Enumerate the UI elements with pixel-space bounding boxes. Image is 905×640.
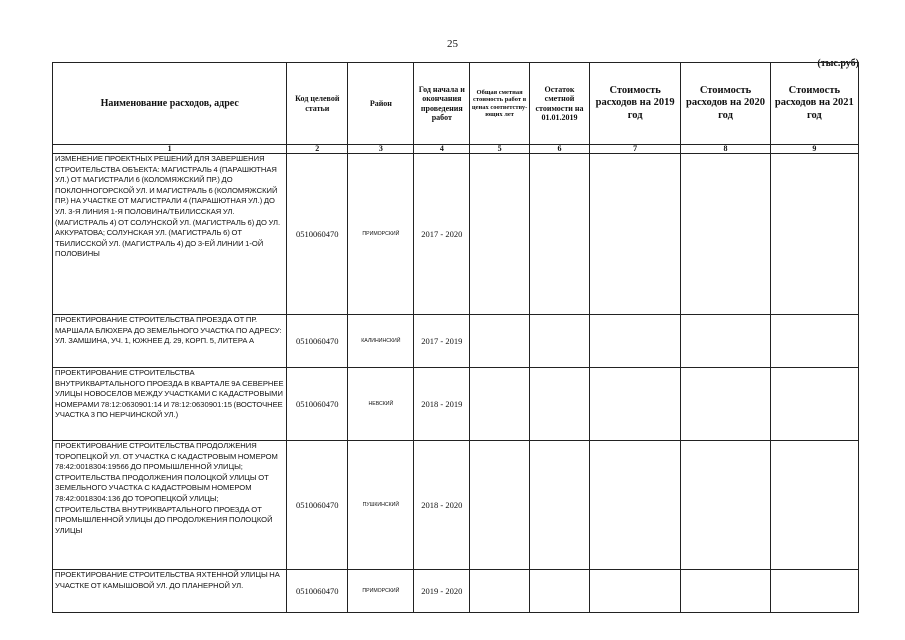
- total-cost-cell: [470, 441, 530, 570]
- header-remaining: Остаток сметной стоимости на 01.01.2019: [530, 63, 590, 145]
- remaining-cell: [530, 315, 590, 368]
- table-row: [53, 154, 859, 315]
- header-cost-2019: Стоимость расходов на 2019 год: [589, 63, 680, 145]
- cost-2021-cell: [770, 154, 858, 315]
- column-number: 9: [770, 145, 858, 154]
- header-name: Наименование расходов, адрес: [53, 63, 287, 145]
- header-code: Код целевой статьи: [287, 63, 348, 145]
- expense-name: ПРОЕКТИРОВАНИЕ СТРОИТЕЛЬСТВА ВНУТРИКВАРТАЛЬНОГО ПРОЕЗДА В КВАРТАЛЕ 9А СЕВЕРНЕЕ УЛИЦЫ НОВОСЕЛОВ МЕЖДУ УЧАСТКАМИ С КАДАСТРОВЫМИ НОМЕРАМИ 78:12:0630901:14 И 78:12:0630901:15 (ВОСТОЧНЕЕ УЧАСТКА 3 ПО НЕРЧИНСКОЙ УЛ.): [53, 368, 287, 441]
- column-number: 4: [414, 145, 470, 154]
- work-period: 2018 - 2020: [414, 441, 470, 570]
- work-period: 2018 - 2019: [414, 368, 470, 441]
- district: НЕВСКИЙ: [348, 368, 414, 441]
- column-number: 5: [470, 145, 530, 154]
- column-number: 7: [589, 145, 680, 154]
- target-code: 0510060470: [287, 570, 348, 613]
- district: ПУШКИНСКИЙ: [348, 441, 414, 570]
- header-total-cost: Общая сметная стоимость работ в ценах соответству-ющих лет: [470, 63, 530, 145]
- header-cost-2020: Стоимость расходов на 2020 год: [681, 63, 770, 145]
- total-cost-cell: [470, 315, 530, 368]
- total-cost-cell: [470, 368, 530, 441]
- expense-name: ИЗМЕНЕНИЕ ПРОЕКТНЫХ РЕШЕНИЙ ДЛЯ ЗАВЕРШЕНИЯ СТРОИТЕЛЬСТВА ОБЪЕКТА: МАГИСТРАЛЬ 4 (ПАРАШЮТНАЯ УЛ.) ОТ МАГИСТРАЛИ 6 (КОЛОМЯЖСКИЙ ПР.) ДО ПОКЛОННОГОРСКОЙ УЛ. И МАГИСТРАЛЬ 6 (КОЛОМЯЖСКИЙ ПР.) НА УЧАСТКЕ ОТ МАГИСТРАЛИ 4 (ПАРАШЮТНАЯ УЛ.) ДО УЛ. 3-Я ЛИНИЯ 1-Я ПОЛОВИНА/ТБИЛИССКАЯ УЛ. (МАГИСТРАЛЬ 4) ОТ СОЛУНСКОЙ УЛ. (МАГИСТРАЛЬ 6) ДО УЛ. АККУРАТОВА; СОЛУНСКАЯ УЛ. (МАГИСТРАЛЬ 6) ОТ ТБИЛИССКОЙ УЛ. (МАГИСТРАЛЬ 4) ДО 3-ЕЙ ЛИНИИ 1-ОЙ ПОЛОВИНЫ: [53, 154, 287, 315]
- cost-2021-cell: [770, 570, 858, 613]
- target-code: 0510060470: [287, 368, 348, 441]
- remaining-cell: [530, 368, 590, 441]
- target-code: 0510060470: [287, 441, 348, 570]
- remaining-cell: [530, 570, 590, 613]
- table-row: [53, 570, 859, 613]
- cost-2021-cell: [770, 368, 858, 441]
- cost-2019-cell: [589, 315, 680, 368]
- cost-2020-cell: [681, 154, 770, 315]
- target-code: 0510060470: [287, 154, 348, 315]
- target-code: 0510060470: [287, 315, 348, 368]
- expense-name: ПРОЕКТИРОВАНИЕ СТРОИТЕЛЬСТВА ПРОДОЛЖЕНИЯ ТОРОПЕЦКОЙ УЛ. ОТ УЧАСТКА С КАДАСТРОВЫМ НОМЕРОМ 78:42:0018304:19566 ДО ПРОМЫШЛЕННОЙ УЛИЦЫ; СТРОИТЕЛЬСТВА ПРОДОЛЖЕНИЯ ПОЛОЦКОЙ УЛИЦЫ ОТ ЗЕМЕЛЬНОГО УЧАСТКА С КАДАСТРОВЫМ НОМЕРОМ 78:42:0018304:136 ДО ТОРОПЕЦКОЙ УЛИЦЫ; СТРОИТЕЛЬСТВА ВНУТРИКВАРТАЛЬНОГО ПРОЕЗДА ОТ ПРОМЫШЛЕННОЙ УЛИЦЫ ДО ПРОДОЛЖЕНИЯ ПОЛОЦКОЙ УЛИЦЫ: [53, 441, 287, 570]
- column-number: 2: [287, 145, 348, 154]
- expenses-table: [52, 62, 859, 613]
- table-row: [53, 315, 859, 368]
- cost-2020-cell: [681, 368, 770, 441]
- work-period: 2019 - 2020: [414, 570, 470, 613]
- cost-2020-cell: [681, 315, 770, 368]
- district: КАЛИНИНСКИЙ: [348, 315, 414, 368]
- district: ПРИМОРСКИЙ: [348, 570, 414, 613]
- column-number: 3: [348, 145, 414, 154]
- table-row: [53, 441, 859, 570]
- cost-2019-cell: [589, 368, 680, 441]
- total-cost-cell: [470, 154, 530, 315]
- header-period: Год начала и окончания проведения работ: [414, 63, 470, 145]
- remaining-cell: [530, 441, 590, 570]
- cost-2019-cell: [589, 441, 680, 570]
- cost-2019-cell: [589, 570, 680, 613]
- header-cost-2021: Стоимость расходов на 2021 год: [770, 63, 858, 145]
- column-number: 1: [53, 145, 287, 154]
- table-row: [53, 368, 859, 441]
- work-period: 2017 - 2019: [414, 315, 470, 368]
- column-number: 8: [681, 145, 770, 154]
- unit-note: (тыс.руб): [817, 58, 859, 69]
- district: ПРИМОРСКИЙ: [348, 154, 414, 315]
- column-number: 6: [530, 145, 590, 154]
- expense-name: ПРОЕКТИРОВАНИЕ СТРОИТЕЛЬСТВА ЯХТЕННОЙ УЛИЦЫ НА УЧАСТКЕ ОТ КАМЫШОВОЙ УЛ. ДО ПЛАНЕРНОЙ УЛ.: [53, 570, 287, 613]
- expense-name: ПРОЕКТИРОВАНИЕ СТРОИТЕЛЬСТВА ПРОЕЗДА ОТ ПР. МАРШАЛА БЛЮХЕРА ДО ЗЕМЕЛЬНОГО УЧАСТКА ПО АДРЕСУ: УЛ. ЗАМШИНА, УЧ. 1, ЮЖНЕЕ Д. 29, КОРП. 5, ЛИТЕРА А: [53, 315, 287, 368]
- total-cost-cell: [470, 570, 530, 613]
- cost-2021-cell: [770, 441, 858, 570]
- column-number-row: [53, 145, 859, 154]
- work-period: 2017 - 2020: [414, 154, 470, 315]
- cost-2020-cell: [681, 441, 770, 570]
- cost-2020-cell: [681, 570, 770, 613]
- cost-2021-cell: [770, 315, 858, 368]
- cost-2019-cell: [589, 154, 680, 315]
- page-number: 25: [447, 38, 458, 50]
- remaining-cell: [530, 154, 590, 315]
- header-district: Район: [348, 63, 414, 145]
